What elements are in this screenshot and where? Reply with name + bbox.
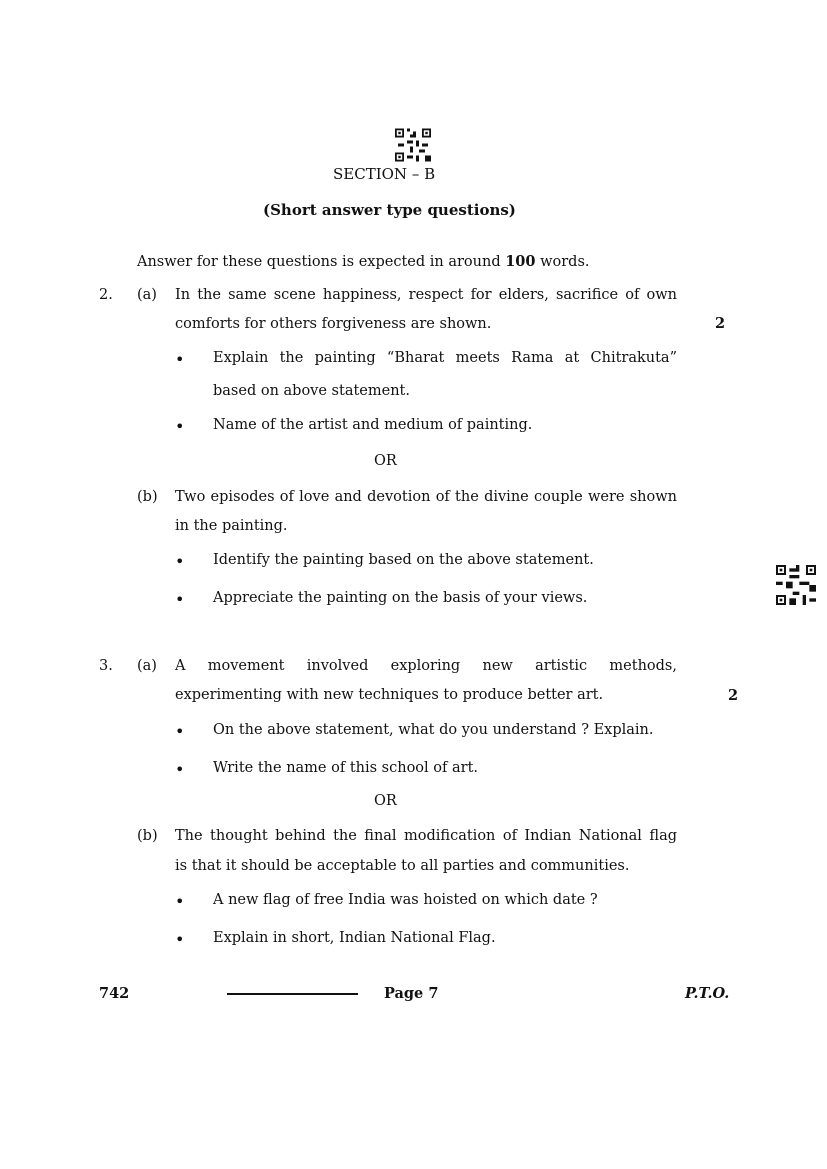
section-title: SECTION – B <box>333 165 436 183</box>
question-text: Two episodes of love and devotion of the divine couple were shown <box>175 489 677 505</box>
bullet-text: based on above statement. <box>213 383 410 399</box>
qr-code-top <box>395 128 431 162</box>
page-number: Page 7 <box>384 985 439 1002</box>
question-number: 3. <box>99 658 113 674</box>
part-label: (b) <box>137 828 158 844</box>
bullet-text: Identify the painting based on the above statement. <box>213 552 594 568</box>
bullet-icon: • <box>175 350 185 369</box>
qr-code-side <box>776 565 816 605</box>
part-label: (a) <box>137 658 157 674</box>
bullet-text: Name of the artist and medium of painting. <box>213 417 533 433</box>
footer-rule <box>227 993 358 995</box>
bullet-icon: • <box>175 892 185 911</box>
bullet-icon: • <box>175 722 185 741</box>
bullet-text: Explain the painting “Bharat meets Rama at Chitrakuta” <box>213 350 677 366</box>
bullet-icon: • <box>175 417 185 436</box>
part-label: (a) <box>137 287 157 303</box>
bullet-text: On the above statement, what do you understand ? Explain. <box>213 722 654 738</box>
bullet-icon: • <box>175 590 185 609</box>
bullet-text: Write the name of this school of art. <box>213 760 479 776</box>
marks: 2 <box>715 315 726 332</box>
section-subtitle: (Short answer type questions) <box>263 201 516 219</box>
marks: 2 <box>728 687 739 704</box>
bullet-icon: • <box>175 552 185 571</box>
or-divider: OR <box>374 793 397 809</box>
bullet-icon: • <box>175 760 185 779</box>
question-text: is that it should be acceptable to all parties and communities. <box>175 858 630 874</box>
bullet-text: A new flag of free India was hoisted on which date ? <box>213 892 598 908</box>
instruction-text: Answer for these questions is expected in around 100 words. <box>137 253 590 270</box>
question-text: experimenting with new techniques to produce better art. <box>175 687 604 703</box>
question-text: A movement involved exploring new artistic methods, <box>175 658 677 674</box>
bullet-text: Explain in short, Indian National Flag. <box>213 930 496 946</box>
question-number: 2. <box>99 287 113 303</box>
question-text: in the painting. <box>175 518 288 534</box>
question-text: comforts for others forgiveness are shown. <box>175 316 492 332</box>
question-text: In the same scene happiness, respect for elders, sacrifice of own <box>175 287 677 303</box>
part-label: (b) <box>137 489 158 505</box>
pto-label: P.T.O. <box>685 985 730 1002</box>
bullet-icon: • <box>175 930 185 949</box>
or-divider: OR <box>374 453 397 469</box>
paper-code: 742 <box>99 985 130 1002</box>
question-text: The thought behind the final modification of Indian National flag <box>175 828 677 844</box>
bullet-text: Appreciate the painting on the basis of your views. <box>213 590 588 606</box>
